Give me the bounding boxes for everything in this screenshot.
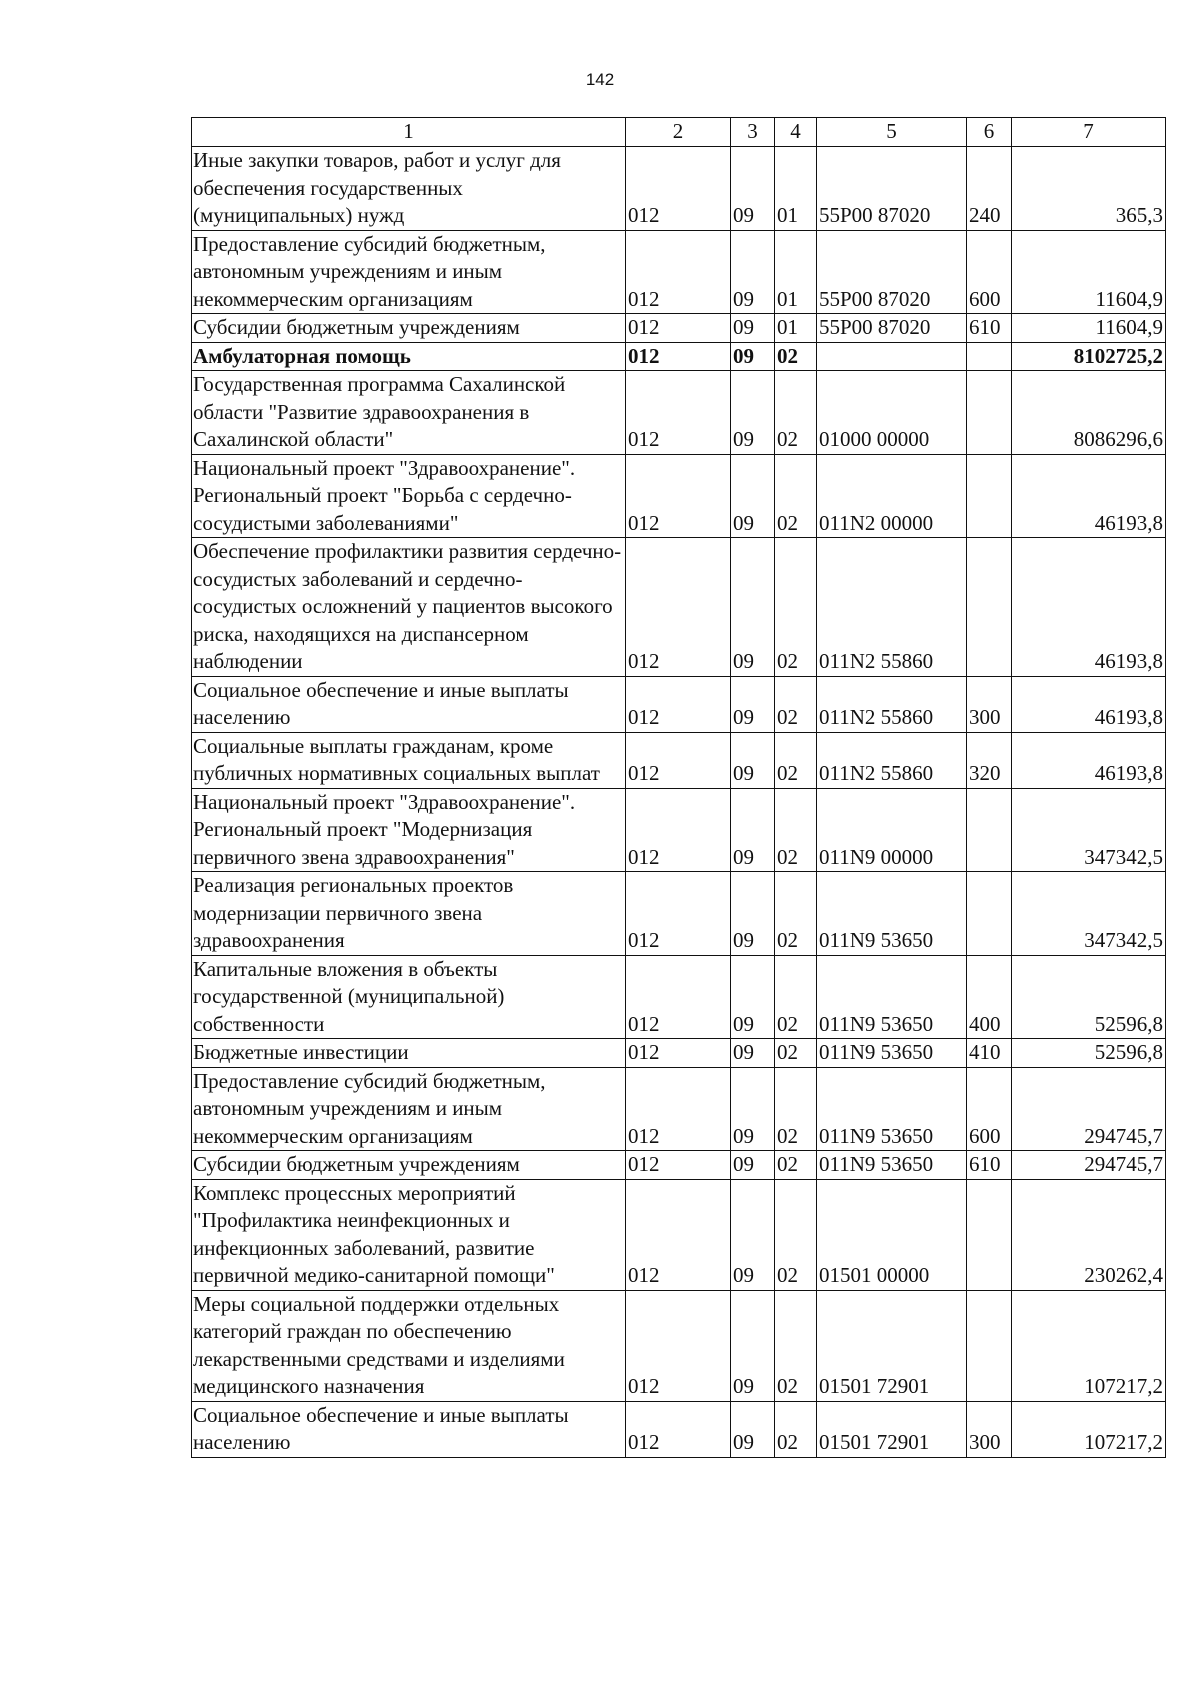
row-section-cell: 09	[731, 732, 775, 788]
row-section-cell: 09	[731, 147, 775, 231]
row-amount-cell: 11604,9	[1012, 314, 1166, 343]
row-admin-code-cell: 012	[626, 955, 731, 1039]
header-cell-2: 2	[626, 118, 731, 147]
table-row	[192, 1039, 1166, 1068]
row-expense-type-cell: 320	[967, 732, 1012, 788]
row-name-cell: Иные закупки товаров, работ и услуг для обеспечения государственных (муниципальных) нужд	[192, 147, 626, 231]
table-row	[192, 454, 1166, 538]
row-target-item-cell: 011N2 00000	[817, 454, 967, 538]
row-expense-type-cell	[967, 1290, 1012, 1401]
row-expense-type-cell	[967, 1179, 1012, 1290]
table-row	[192, 1401, 1166, 1457]
row-amount-cell: 8102725,2	[1012, 342, 1166, 371]
row-admin-code-cell: 012	[626, 1401, 731, 1457]
table-row	[192, 872, 1166, 956]
row-target-item-cell: 01000 00000	[817, 371, 967, 455]
row-admin-code-cell: 012	[626, 538, 731, 677]
row-admin-code-cell: 012	[626, 147, 731, 231]
table-row	[192, 371, 1166, 455]
table-row	[192, 538, 1166, 677]
row-subsection-cell: 02	[775, 1401, 817, 1457]
row-subsection-cell: 02	[775, 1039, 817, 1068]
row-expense-type-cell	[967, 538, 1012, 677]
row-amount-cell: 8086296,6	[1012, 371, 1166, 455]
row-section-cell: 09	[731, 955, 775, 1039]
row-admin-code-cell: 012	[626, 314, 731, 343]
row-subsection-cell: 02	[775, 538, 817, 677]
row-subsection-cell: 01	[775, 314, 817, 343]
row-expense-type-cell: 600	[967, 1067, 1012, 1151]
table-body	[192, 147, 1166, 1458]
row-section-cell: 09	[731, 676, 775, 732]
row-target-item-cell	[817, 342, 967, 371]
row-expense-type-cell	[967, 342, 1012, 371]
row-name-cell: Предоставление субсидий бюджетным, автономным учреждениям и иным некоммерческим организациям	[192, 230, 626, 314]
table-row	[192, 230, 1166, 314]
row-subsection-cell: 02	[775, 872, 817, 956]
row-target-item-cell: 011N9 53650	[817, 1151, 967, 1180]
row-name-cell: Обеспечение профилактики развития сердечно-сосудистых заболеваний и сердечно-сосудистых осложнений у пациентов высокого риска, находящихся на диспансерном наблюдении	[192, 538, 626, 677]
table-row	[192, 788, 1166, 872]
table-row	[192, 676, 1166, 732]
row-amount-cell: 107217,2	[1012, 1290, 1166, 1401]
header-cell-7: 7	[1012, 118, 1166, 147]
row-name-cell: Предоставление субсидий бюджетным, автономным учреждениям и иным некоммерческим организациям	[192, 1067, 626, 1151]
row-expense-type-cell: 300	[967, 676, 1012, 732]
row-section-cell: 09	[731, 788, 775, 872]
row-subsection-cell: 02	[775, 1179, 817, 1290]
row-amount-cell: 294745,7	[1012, 1067, 1166, 1151]
row-section-cell: 09	[731, 872, 775, 956]
table-row	[192, 342, 1166, 371]
row-amount-cell: 46193,8	[1012, 454, 1166, 538]
row-amount-cell: 107217,2	[1012, 1401, 1166, 1457]
row-amount-cell: 46193,8	[1012, 538, 1166, 677]
row-section-cell: 09	[731, 230, 775, 314]
row-expense-type-cell: 610	[967, 1151, 1012, 1180]
row-admin-code-cell: 012	[626, 230, 731, 314]
row-name-cell: Субсидии бюджетным учреждениям	[192, 314, 626, 343]
table-row	[192, 1179, 1166, 1290]
row-subsection-cell: 02	[775, 732, 817, 788]
header-cell-4: 4	[775, 118, 817, 147]
row-subsection-cell: 02	[775, 676, 817, 732]
row-target-item-cell: 011N9 53650	[817, 1039, 967, 1068]
row-target-item-cell: 011N2 55860	[817, 538, 967, 677]
row-subsection-cell: 02	[775, 788, 817, 872]
row-section-cell: 09	[731, 342, 775, 371]
row-amount-cell: 52596,8	[1012, 1039, 1166, 1068]
row-amount-cell: 347342,5	[1012, 872, 1166, 956]
row-subsection-cell: 02	[775, 454, 817, 538]
row-section-cell: 09	[731, 1151, 775, 1180]
row-target-item-cell: 55Р00 87020	[817, 314, 967, 343]
row-name-cell: Государственная программа Сахалинской области "Развитие здравоохранения в Сахалинской области"	[192, 371, 626, 455]
row-admin-code-cell: 012	[626, 1151, 731, 1180]
row-amount-cell: 365,3	[1012, 147, 1166, 231]
row-admin-code-cell: 012	[626, 1179, 731, 1290]
table-row	[192, 1290, 1166, 1401]
header-cell-1: 1	[192, 118, 626, 147]
row-name-cell: Социальное обеспечение и иные выплаты населению	[192, 676, 626, 732]
row-section-cell: 09	[731, 538, 775, 677]
header-cell-5: 5	[817, 118, 967, 147]
row-admin-code-cell: 012	[626, 872, 731, 956]
header-cell-6: 6	[967, 118, 1012, 147]
row-section-cell: 09	[731, 1290, 775, 1401]
row-target-item-cell: 011N2 55860	[817, 732, 967, 788]
row-subsection-cell: 02	[775, 1290, 817, 1401]
row-admin-code-cell: 012	[626, 1039, 731, 1068]
row-target-item-cell: 011N9 00000	[817, 788, 967, 872]
row-admin-code-cell: 012	[626, 788, 731, 872]
row-amount-cell: 11604,9	[1012, 230, 1166, 314]
table-row	[192, 1151, 1166, 1180]
row-name-cell: Социальное обеспечение и иные выплаты населению	[192, 1401, 626, 1457]
row-expense-type-cell: 400	[967, 955, 1012, 1039]
row-target-item-cell: 011N9 53650	[817, 1067, 967, 1151]
row-expense-type-cell: 610	[967, 314, 1012, 343]
header-row	[192, 118, 1166, 147]
header-cell-3: 3	[731, 118, 775, 147]
row-target-item-cell: 011N9 53650	[817, 955, 967, 1039]
row-subsection-cell: 02	[775, 1151, 817, 1180]
row-expense-type-cell: 600	[967, 230, 1012, 314]
row-expense-type-cell: 410	[967, 1039, 1012, 1068]
row-subsection-cell: 01	[775, 230, 817, 314]
table-row	[192, 732, 1166, 788]
row-expense-type-cell: 240	[967, 147, 1012, 231]
row-amount-cell: 46193,8	[1012, 732, 1166, 788]
row-target-item-cell: 01501 00000	[817, 1179, 967, 1290]
table-row	[192, 1067, 1166, 1151]
row-section-cell: 09	[731, 1401, 775, 1457]
row-admin-code-cell: 012	[626, 454, 731, 538]
row-section-cell: 09	[731, 1039, 775, 1068]
row-target-item-cell: 011N9 53650	[817, 872, 967, 956]
row-section-cell: 09	[731, 371, 775, 455]
row-target-item-cell: 55Р00 87020	[817, 230, 967, 314]
row-target-item-cell: 011N2 55860	[817, 676, 967, 732]
budget-table	[191, 117, 1166, 1458]
row-target-item-cell: 01501 72901	[817, 1290, 967, 1401]
row-name-cell: Реализация региональных проектов модернизации первичного звена здравоохранения	[192, 872, 626, 956]
row-expense-type-cell	[967, 788, 1012, 872]
row-target-item-cell: 01501 72901	[817, 1401, 967, 1457]
row-expense-type-cell	[967, 454, 1012, 538]
row-expense-type-cell	[967, 872, 1012, 956]
table-row	[192, 147, 1166, 231]
row-subsection-cell: 02	[775, 1067, 817, 1151]
row-section-cell: 09	[731, 1179, 775, 1290]
row-admin-code-cell: 012	[626, 371, 731, 455]
row-name-cell: Меры социальной поддержки отдельных категорий граждан по обеспечению лекарственными средствами и изделиями медицинского назначения	[192, 1290, 626, 1401]
row-name-cell: Социальные выплаты гражданам, кроме публичных нормативных социальных выплат	[192, 732, 626, 788]
row-amount-cell: 230262,4	[1012, 1179, 1166, 1290]
table-row	[192, 955, 1166, 1039]
row-name-cell: Капитальные вложения в объекты государственной (муниципальной) собственности	[192, 955, 626, 1039]
row-name-cell: Национальный проект "Здравоохранение". Региональный проект "Модернизация первичного звена здравоохранения"	[192, 788, 626, 872]
row-name-cell: Амбулаторная помощь	[192, 342, 626, 371]
row-subsection-cell: 02	[775, 342, 817, 371]
row-expense-type-cell	[967, 371, 1012, 455]
row-admin-code-cell: 012	[626, 732, 731, 788]
row-subsection-cell: 01	[775, 147, 817, 231]
row-section-cell: 09	[731, 454, 775, 538]
table-row	[192, 314, 1166, 343]
row-name-cell: Бюджетные инвестиции	[192, 1039, 626, 1068]
row-admin-code-cell: 012	[626, 1067, 731, 1151]
row-subsection-cell: 02	[775, 371, 817, 455]
row-admin-code-cell: 012	[626, 342, 731, 371]
row-name-cell: Субсидии бюджетным учреждениям	[192, 1151, 626, 1180]
row-section-cell: 09	[731, 314, 775, 343]
row-amount-cell: 347342,5	[1012, 788, 1166, 872]
row-admin-code-cell: 012	[626, 676, 731, 732]
row-section-cell: 09	[731, 1067, 775, 1151]
row-amount-cell: 52596,8	[1012, 955, 1166, 1039]
row-expense-type-cell: 300	[967, 1401, 1012, 1457]
row-name-cell: Комплекс процессных мероприятий "Профилактика неинфекционных и инфекционных заболеваний, развитие первичной медико-санитарной помощи"	[192, 1179, 626, 1290]
row-target-item-cell: 55Р00 87020	[817, 147, 967, 231]
row-subsection-cell: 02	[775, 955, 817, 1039]
row-amount-cell: 46193,8	[1012, 676, 1166, 732]
page-number: 142	[585, 70, 615, 89]
row-admin-code-cell: 012	[626, 1290, 731, 1401]
row-name-cell: Национальный проект "Здравоохранение". Региональный проект "Борьба с сердечно-сосудистыми заболеваниями"	[192, 454, 626, 538]
row-amount-cell: 294745,7	[1012, 1151, 1166, 1180]
